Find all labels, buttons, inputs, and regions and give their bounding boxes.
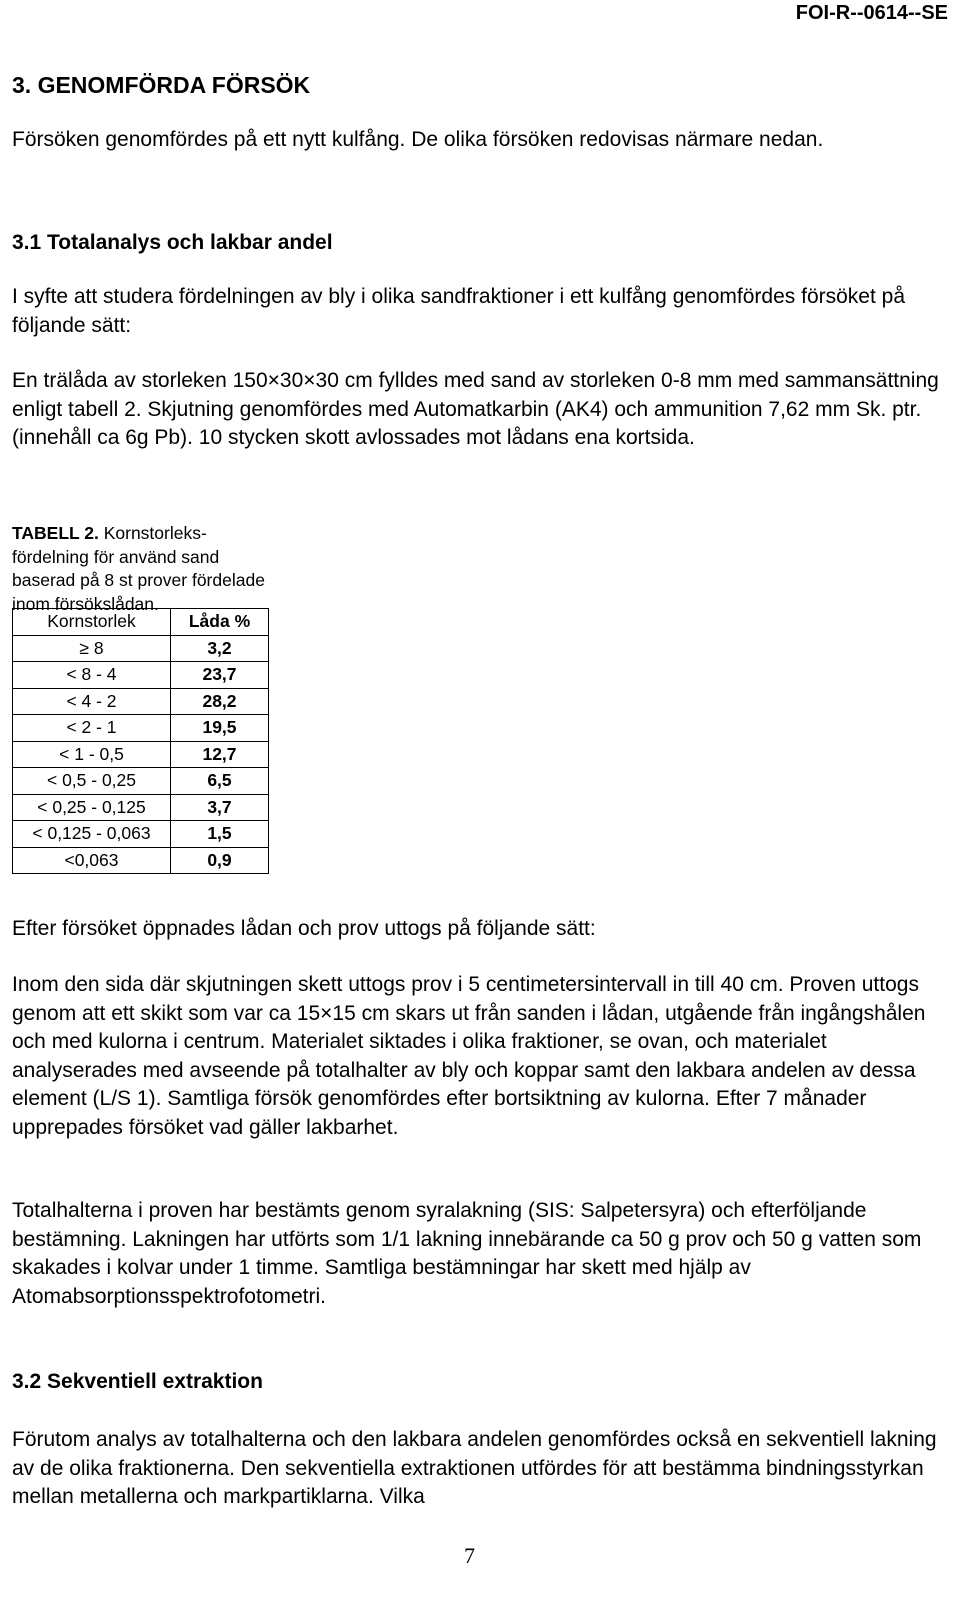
- document-code: FOI-R--0614--SE: [795, 2, 948, 24]
- table-cell: 12,7: [171, 741, 269, 768]
- table-cell: 23,7: [171, 662, 269, 689]
- table-cell: 0,9: [171, 847, 269, 874]
- section-title: 3. GENOMFÖRDA FÖRSÖK: [12, 72, 311, 98]
- subsection-1-title: 3.1 Totalanalys och lakbar andel: [12, 231, 333, 254]
- table-cell: 3,7: [171, 794, 269, 821]
- subsection-1-paragraph-2: En trälåda av storleken 150×30×30 cm fylldes med sand av storleken 0-8 mm med sammansättning enligt tabell 2. Skjutning genomfördes med Automatkarbin (AK4) och ammunition 7,62 mm Sk. ptr. (innehåll ca 6g Pb). 10 stycken skott avlossades mot lådans ena kortsida.: [12, 369, 939, 449]
- table-row: [13, 662, 269, 689]
- table-cell: < 0,25 - 0,125: [13, 794, 171, 821]
- table-caption-text: Kornstorleks-fördelning för använd sand baserad på 8 st prover fördelade inom försökslådan.: [12, 523, 265, 614]
- after-table-paragraph-1: Efter försöket öppnades lådan och prov uttogs på följande sätt:: [12, 917, 596, 940]
- table-row: [13, 847, 269, 874]
- table-header-cell: Kornstorlek: [13, 609, 171, 636]
- table-row: [13, 794, 269, 821]
- subsection-1-paragraph-1: I syfte att studera fördelningen av bly i olika sandfraktioner i ett kulfång genomfördes försöket på följande sätt:: [12, 285, 906, 337]
- page-number: 7: [464, 1543, 475, 1568]
- table-header-row: [13, 609, 269, 636]
- table-cell: < 4 - 2: [13, 688, 171, 715]
- table-cell: < 8 - 4: [13, 662, 171, 689]
- table-row: [13, 821, 269, 848]
- table-cell: ≥ 8: [13, 635, 171, 662]
- table-header-cell: Låda %: [171, 609, 269, 636]
- section-intro: Försöken genomfördes på ett nytt kulfång. De olika försöken redovisas närmare nedan.: [12, 128, 824, 151]
- table-cell: < 1 - 0,5: [13, 741, 171, 768]
- table-cell: 6,5: [171, 768, 269, 795]
- table-cell: 1,5: [171, 821, 269, 848]
- subsection-2-title: 3.2 Sekventiell extraktion: [12, 1370, 263, 1393]
- table-row: [13, 688, 269, 715]
- table-caption: [12, 522, 272, 616]
- table-cell: 19,5: [171, 715, 269, 742]
- table-row: [13, 741, 269, 768]
- table-cell: < 0,125 - 0,063: [13, 821, 171, 848]
- table-cell: 28,2: [171, 688, 269, 715]
- after-table-paragraph-2: Inom den sida där skjutningen skett uttogs prov i 5 centimetersintervall in till 40 cm. Proven uttogs genom att ett skikt som var ca 15×15 cm skars ut från sanden i lådan, utgående från ingångshålen och med kulorna i centrum. Materialet siktades i olika fraktioner, se ovan, och materialet analyserades med avseende på totalhalter av bly och koppar samt den lakbara andelen av dessa element (L/S 1). Samtliga försök genomfördes efter bortsiktning av kulorna. Efter 7 månader upprepades försöket vad gäller lakbarhet.: [12, 973, 926, 1139]
- table-cell: 3,2: [171, 635, 269, 662]
- grain-size-table: [12, 608, 269, 874]
- subsection-2-paragraph-1: Förutom analys av totalhalterna och den lakbara andelen genomfördes också en sekventiell lakning av de olika fraktionerna. Den sekventiella extraktionen utfördes för att bestämma bindningsstyrkan mellan metallerna och markpartiklarna. Vilka: [12, 1428, 937, 1508]
- table-row: [13, 768, 269, 795]
- after-table-paragraph-3: Totalhalterna i proven har bestämts genom syralakning (SIS: Salpetersyra) och efterföljande bestämning. Lakningen har utförts som 1/1 lakning innebärande ca 50 g prov och 50 g vatten som skakades i kolvar under 1 timme. Samtliga bestämningar har skett med hjälp av Atomabsorptionsspektrofotometri.: [12, 1199, 922, 1308]
- table-row: [13, 635, 269, 662]
- table-cell: < 0,5 - 0,25: [13, 768, 171, 795]
- table-row: [13, 715, 269, 742]
- table-cell: <0,063: [13, 847, 171, 874]
- table-cell: < 2 - 1: [13, 715, 171, 742]
- table-caption-label: TABELL 2.: [12, 523, 99, 543]
